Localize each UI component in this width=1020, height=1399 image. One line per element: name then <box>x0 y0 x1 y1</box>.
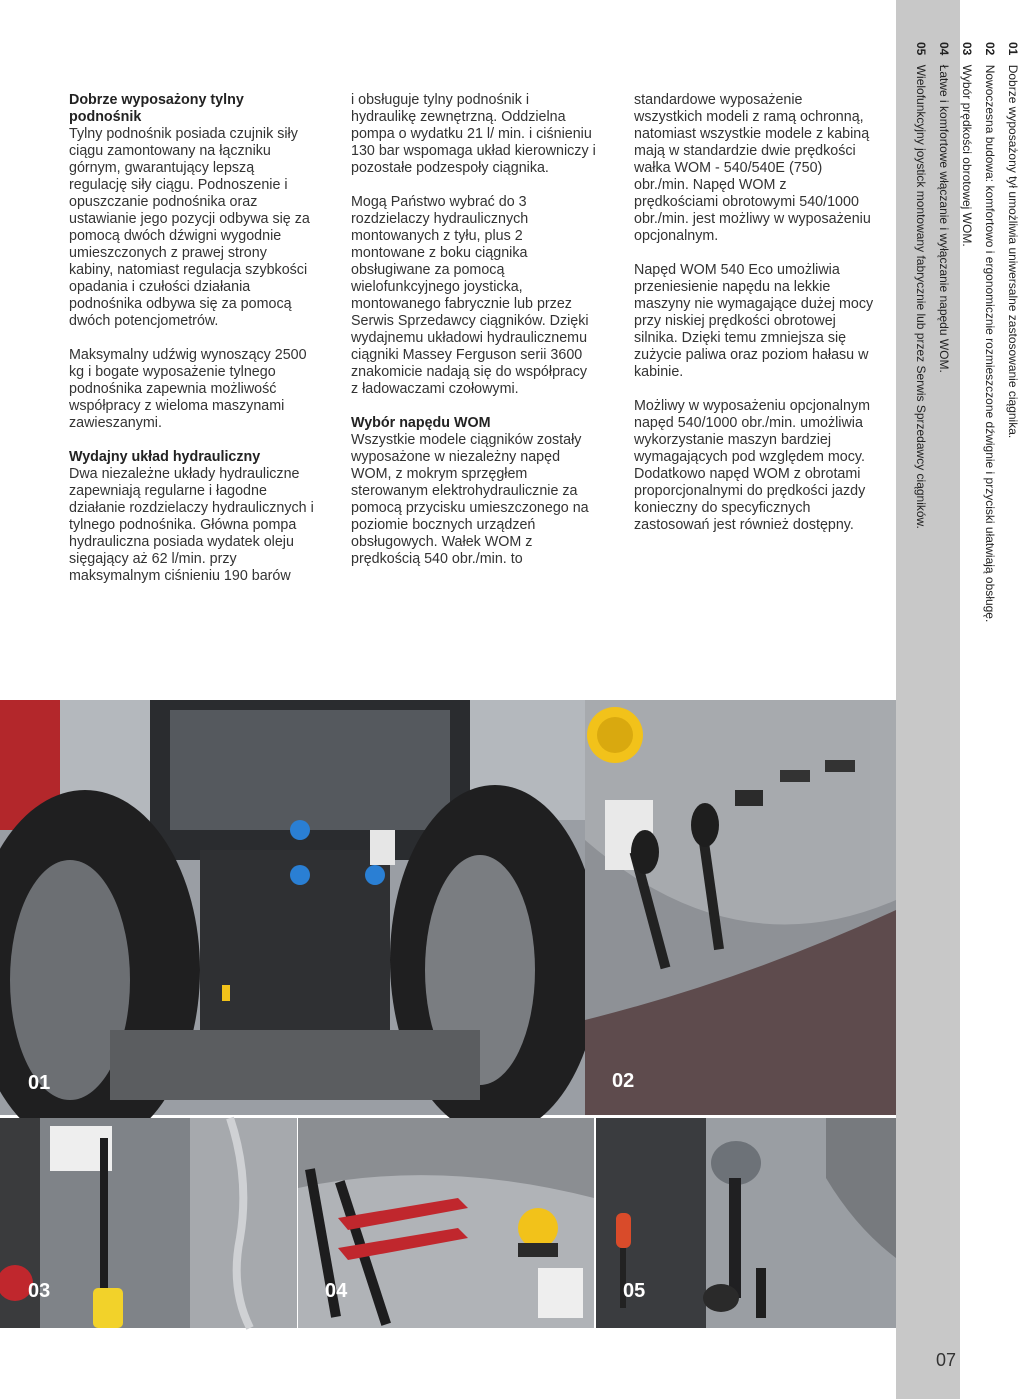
paragraph-hydraulics: Dwa niezależne układy hydrauliczne zapewniają regularne i łagodne działanie rozdzielaczy hydraulicznych i tylnego podnośnika. Główna pompa hydrauliczna posiada wydatek oleju sięgający aż 62 l/min. przy maksymalnym ciśnieniu 190 barów <box>69 466 314 584</box>
photo-label-02: 02 <box>612 1070 635 1092</box>
photo-label-01: 01 <box>28 1072 51 1094</box>
caption-05 <box>914 42 927 622</box>
caption-04 <box>937 42 950 622</box>
photo-pto-speed <box>0 1118 297 1328</box>
photo-label-05: 05 <box>623 1280 646 1302</box>
paragraph-pto-cont: standardowe wyposażenie wszystkich modeli z ramą ochronną, natomiast wszystkie modele z kabiną mają w standardzie dwie prędkości wałka WOM - 540/540E (750) obr./min. Napęd WOM z prędkościami obrotowymi 540/1000 obr./min. jest możliwy w wyposażeniu opcjonalnym. <box>634 92 871 244</box>
caption-02 <box>983 42 996 622</box>
text-column-1 <box>69 92 314 602</box>
photo-pto-switch <box>298 1118 594 1328</box>
heading-hydraulics: Wydajny układ hydrauliczny <box>69 449 261 465</box>
photo-cabin-controls <box>585 700 896 1115</box>
paragraph-pto-optional: Możliwy w wyposażeniu opcjonalnym napęd 540/1000 obr./min. umożliwia wykorzystanie maszyn bardziej wymagających pod względem mocy. Dodatkowo napęd WOM z obrotami proporcjonalnymi do prędkości jazdy konieczny do specyficznych zastosowań jest również dostępny. <box>634 398 870 533</box>
caption-text: Łatwe i komfortowe włączanie i wyłączanie napędu WOM. <box>937 64 951 373</box>
caption-text: Nowoczesna budowa: komfortowo i ergonomicznie rozmieszczone dźwignie i przyciski ułatwiają obsługę. <box>983 64 997 623</box>
caption-number: 01 <box>1006 42 1020 56</box>
caption-number: 04 <box>937 42 951 56</box>
caption-03 <box>960 42 973 622</box>
text-column-2 <box>351 92 596 585</box>
paragraph-pto: Wszystkie modele ciągników zostały wyposażone w niezależny napęd WOM, z mokrym sprzęgłem sterowanym elektrohydraulicznie za pomocą przycisku umieszczonego na poziomie bocznych urządzeń obsługowych. Wałek WOM z prędkością 540 obr./min. to <box>351 432 589 567</box>
photo-joystick <box>596 1118 896 1328</box>
paragraph-lift-capacity: Maksymalny udźwig wynoszący 2500 kg i bogate wyposażenie tylnego podnośnika zapewnia możliwość współpracy z wieloma maszynami zawieszanymi. <box>69 347 307 431</box>
paragraph-valves: Mogą Państwo wybrać do 3 rozdzielaczy hydraulicznych montowanych z tyłu, plus 2 montowane z boku ciągnika obsługiwane za pomocą wielofunkcyjnego joysticka, montowanego fabrycznie lub przez Serwis Sprzedawcy ciągników. Dzięki wydajnemu układowi hydraulicznemu ciągniki Massey Ferguson serii 3600 znakomicie nadają się do współpracy z ładowaczami czołowymi. <box>351 194 589 397</box>
paragraph-rear-linkage: Tylny podnośnik posiada czujnik siły ciągu zamontowany na łączniku górnym, gwarantujący lepszą regulację siły ciągu. Podnoszenie i opuszczanie podnośnika oraz ustawianie jego pozycji odbywa się za pomocą dwóch dźwigni wygodnie umieszczonych z prawej strony kabiny, natomiast regulacja szybkości opadania i czułości działania podnośnika odbywa się za pomocą dwóch potencjometrów. <box>69 126 310 329</box>
paragraph-pto-eco: Napęd WOM 540 Eco umożliwia przeniesienie napędu na lekkie maszyny nie wymagające dużej mocy przy niskiej prędkości obrotowej silnika. Dzięki temu zmniejsza się zużycie paliwa oraz poziom hałasu w kabinie. <box>634 262 874 380</box>
caption-text: Wielofunkcyjny joystick montowany fabrycznie lub przez Serwis Sprzedawcy ciągników. <box>914 64 928 529</box>
photo-label-03: 03 <box>28 1280 51 1302</box>
photo-tractor-rear <box>0 700 585 1115</box>
caption-list <box>904 42 1019 622</box>
text-column-3 <box>634 92 874 551</box>
heading-rear-linkage: Dobrze wyposażony tylny podnośnik <box>69 92 244 125</box>
caption-number: 02 <box>983 42 997 56</box>
heading-pto: Wybór napędu WOM <box>351 415 491 431</box>
paragraph-hydraulics-cont: i obsługuje tylny podnośnik i hydraulikę zewnętrzną. Oddzielna pompa o wydatku 21 l/ min. i ciśnieniu 130 bar wspomaga układ kierowniczy i pozostałe podzespoły ciągnika. <box>351 92 596 176</box>
caption-text: Wybór prędkości obrotowej WOM. <box>960 64 974 247</box>
caption-01 <box>1006 42 1019 622</box>
caption-text: Dobrze wyposażony tył umożliwia uniwersalne zastosowanie ciągnika. <box>1006 64 1020 439</box>
photo-label-04: 04 <box>325 1280 348 1302</box>
caption-number: 05 <box>914 42 928 56</box>
caption-number: 03 <box>960 42 974 56</box>
page-number: 07 <box>935 1350 956 1370</box>
